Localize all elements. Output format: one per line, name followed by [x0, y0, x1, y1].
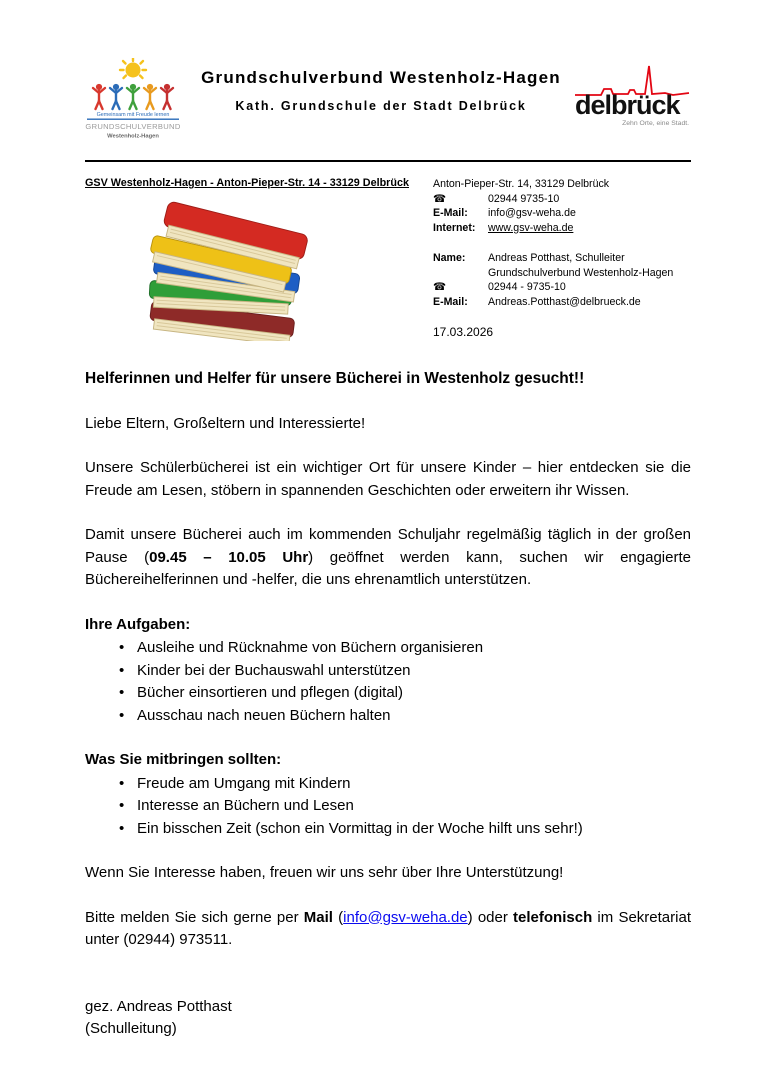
- opening-hours: 09.45 – 10.05 Uhr: [149, 548, 309, 566]
- sender-line: GSV Westenholz-Hagen - Anton-Pieper-Str. 14 - 33129 Delbrück: [85, 177, 409, 189]
- letter-body: [85, 368, 691, 1041]
- paragraph-text: Bitte melden Sie sich gerne per: [85, 908, 304, 926]
- principal-email: Andreas.Potthast@delbrueck.de: [488, 295, 641, 308]
- delbrueck-logo: [573, 58, 691, 139]
- contact-block: [433, 177, 691, 346]
- paragraph-contact: [85, 907, 691, 952]
- paragraph-text: ) oder: [467, 908, 514, 926]
- signature-role: (Schulleitung): [85, 1020, 177, 1037]
- phone-icon: ☎: [433, 192, 447, 205]
- school-phone: 02944 9735-10: [488, 192, 560, 205]
- list-item: • Kinder bei der Buchauswahl unterstützen: [85, 660, 691, 683]
- principal-org: Grundschulverbund Westenholz-Hagen: [488, 266, 674, 279]
- list-item: • Ausschau nach neuen Büchern halten: [85, 705, 691, 728]
- signature-block: [85, 996, 691, 1041]
- address-band: [85, 177, 691, 346]
- children-figures-icon: [93, 84, 173, 109]
- internet-label: Internet:: [433, 221, 476, 234]
- paragraph-text: (: [332, 908, 344, 926]
- list-item: • Ein bisschen Zeit (schon ein Vormittag in der Woche hilft uns sehr!): [85, 818, 691, 841]
- paragraph-library-intro: Unsere Schülerbücherei ist ein wichtiger Ort für unsere Kinder – hier entdecken sie die Freude am Lesen, stöbern in spannenden Geschichten oder erweitern ihr Wissen.: [85, 459, 691, 499]
- email-label: E-Mail:: [433, 295, 468, 308]
- paragraph-text: ) geöffnet werden kann, suchen wir engagierte Büchereihelferinnen und -helfer, die uns ehrenamtlich unterstützen.: [85, 548, 691, 588]
- gsv-logo-motto: Gemeinsam mit Freude lernen: [96, 112, 170, 118]
- paragraph-text: Damit unsere Bücherei auch im kommenden Schuljahr regelmäßig täglich in der großen Pause (: [85, 526, 691, 566]
- letterhead: [85, 58, 691, 147]
- paragraph-search-helpers: [85, 524, 691, 592]
- gsv-logo: [85, 58, 189, 147]
- header-divider: [85, 160, 691, 162]
- phone-icon: ☎: [433, 281, 447, 293]
- list-item: • Interesse an Büchern und Lesen: [85, 795, 691, 818]
- bring-list: [85, 773, 691, 841]
- paragraph-text: im Sekretariat unter (02944) 973511.: [85, 908, 691, 948]
- principal-phone: 02944 - 9735-10: [488, 281, 566, 293]
- list-item: • Bücher einsortieren und pflegen (digital): [85, 682, 691, 705]
- book-stack-image: [143, 199, 321, 346]
- sender-column: [85, 177, 433, 346]
- delbrueck-wordmark: delbrück: [575, 90, 680, 120]
- email-label: E-Mail:: [433, 207, 468, 219]
- tasks-heading: Ihre Aufgaben:: [85, 615, 191, 633]
- list-item: • Ausleihe und Rücknahme von Büchern organisieren: [85, 637, 691, 660]
- school-email: info@gsv-weha.de: [488, 207, 576, 219]
- school-website-link[interactable]: www.gsv-weha.de: [488, 221, 574, 234]
- letter-date: 17.03.2026: [433, 325, 494, 339]
- name-label: Name:: [433, 252, 466, 264]
- delbrueck-logo-graphic: [573, 58, 691, 134]
- principal-name: Andreas Potthast, Schulleiter: [488, 252, 625, 264]
- contact-email-link[interactable]: info@gsv-weha.de: [343, 908, 468, 926]
- letterhead-titles: [189, 58, 573, 113]
- interest-line: Wenn Sie Interesse haben, freuen wir uns sehr über Ihre Unterstützung!: [85, 864, 564, 881]
- telefonisch-word: telefonisch: [513, 908, 593, 926]
- school-address: Anton-Pieper-Str. 14, 33129 Delbrück: [433, 178, 610, 190]
- gsv-logo-place: Westenholz-Hagen: [107, 133, 159, 140]
- sun-icon: [120, 58, 146, 78]
- salutation: Liebe Eltern, Großeltern und Interessierte!: [85, 414, 366, 432]
- tasks-list: [85, 637, 691, 727]
- signature-name: gez. Andreas Potthast: [85, 997, 232, 1015]
- bring-heading: Was Sie mitbringen sollten:: [85, 751, 282, 768]
- gsv-logo-org: GRUNDSCHULVERBUND: [85, 122, 181, 131]
- letter-headline: Helferinnen und Helfer für unsere Bücherei in Westenholz gesucht!!: [85, 370, 585, 387]
- school-subtitle: Kath. Grundschule der Stadt Delbrück: [235, 99, 527, 113]
- logo-divider: [87, 119, 179, 120]
- delbrueck-tagline: Zehn Orte, eine Stadt.: [622, 120, 689, 127]
- school-title: Grundschulverbund Westenholz-Hagen: [201, 68, 561, 87]
- list-item: • Freude am Umgang mit Kindern: [85, 773, 691, 796]
- gsv-logo-graphic: [85, 58, 181, 142]
- mail-word: Mail: [303, 908, 333, 926]
